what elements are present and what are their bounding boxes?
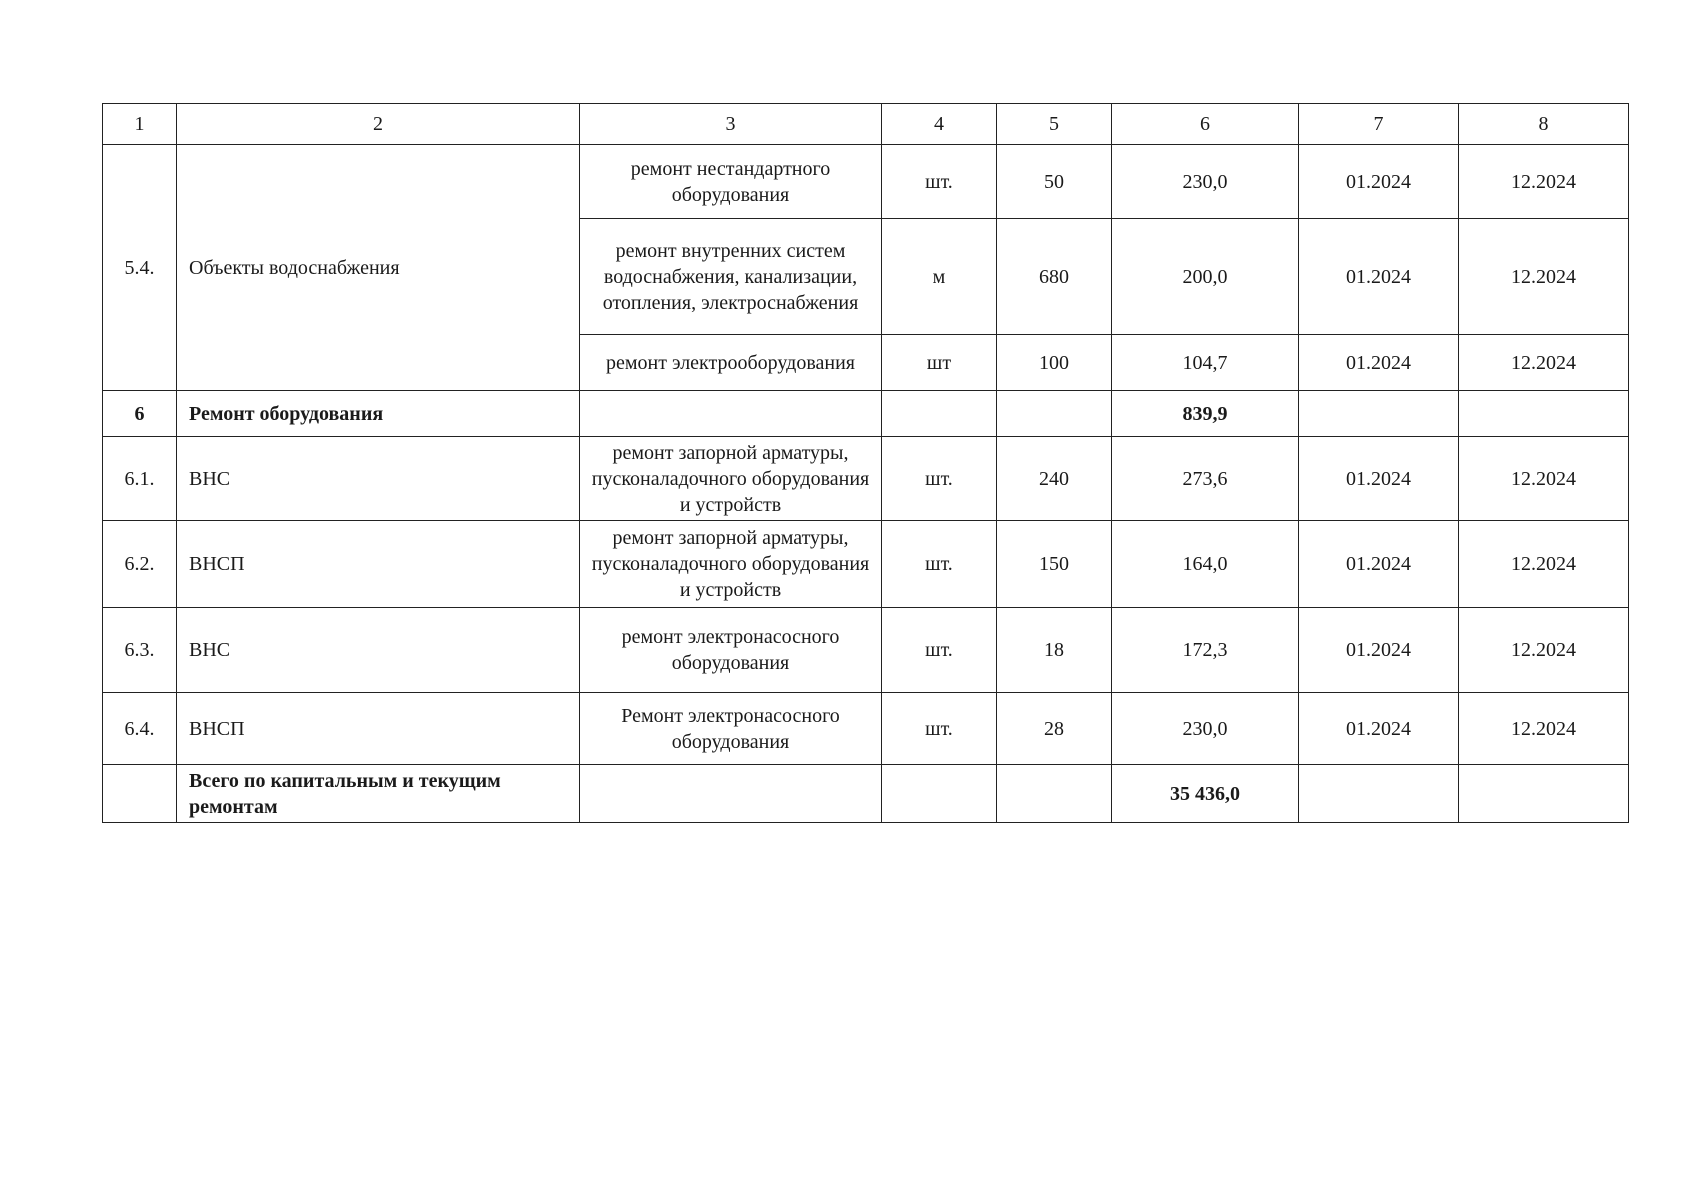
- column-number: 2: [177, 104, 580, 145]
- section-row: [103, 391, 1629, 437]
- unit-cell: шт.: [882, 608, 997, 693]
- start-date-cell: 01.2024: [1299, 437, 1459, 521]
- work-description: ремонт запорной арматуры, пусконаладочного оборудования и устройств: [580, 521, 882, 608]
- unit-cell: шт.: [882, 145, 997, 219]
- end-date-cell: 12.2024: [1459, 693, 1629, 765]
- start-date-cell: 01.2024: [1299, 521, 1459, 608]
- item-name: Объекты водоснабжения: [177, 145, 580, 391]
- end-date-cell: 12.2024: [1459, 608, 1629, 693]
- item-name: ВНС: [177, 608, 580, 693]
- section-cost: 839,9: [1112, 391, 1299, 437]
- table-row: [103, 608, 1629, 693]
- quantity-cell: 150: [997, 521, 1112, 608]
- empty-cell: [882, 391, 997, 437]
- cost-cell: 164,0: [1112, 521, 1299, 608]
- quantity-cell: 100: [997, 335, 1112, 391]
- cost-cell: 230,0: [1112, 145, 1299, 219]
- end-date-cell: 12.2024: [1459, 335, 1629, 391]
- empty-cell: [1459, 765, 1629, 823]
- repair-plan-table: [102, 103, 1629, 823]
- empty-cell: [997, 391, 1112, 437]
- table-row: [103, 521, 1629, 608]
- column-number: 7: [1299, 104, 1459, 145]
- start-date-cell: 01.2024: [1299, 219, 1459, 335]
- cost-cell: 172,3: [1112, 608, 1299, 693]
- cost-cell: 273,6: [1112, 437, 1299, 521]
- cost-cell: 230,0: [1112, 693, 1299, 765]
- column-number: 6: [1112, 104, 1299, 145]
- work-description: ремонт нестандартного оборудования: [580, 145, 882, 219]
- table-row: [103, 437, 1629, 521]
- end-date-cell: 12.2024: [1459, 437, 1629, 521]
- table-row: [103, 145, 1629, 219]
- start-date-cell: 01.2024: [1299, 608, 1459, 693]
- unit-cell: шт.: [882, 437, 997, 521]
- empty-cell: [580, 391, 882, 437]
- section-number: 6: [103, 391, 177, 437]
- end-date-cell: 12.2024: [1459, 521, 1629, 608]
- item-number: 6.3.: [103, 608, 177, 693]
- total-label: Всего по капитальным и текущим ремонтам: [177, 765, 580, 823]
- empty-cell: [103, 765, 177, 823]
- column-number: 8: [1459, 104, 1629, 145]
- work-description: ремонт электронасосного оборудования: [580, 608, 882, 693]
- item-number: 6.4.: [103, 693, 177, 765]
- unit-cell: шт.: [882, 521, 997, 608]
- item-number: 5.4.: [103, 145, 177, 391]
- end-date-cell: 12.2024: [1459, 145, 1629, 219]
- quantity-cell: 18: [997, 608, 1112, 693]
- empty-cell: [1459, 391, 1629, 437]
- work-description: ремонт внутренних систем водоснабжения, канализации, отопления, электроснабжения: [580, 219, 882, 335]
- start-date-cell: 01.2024: [1299, 335, 1459, 391]
- start-date-cell: 01.2024: [1299, 145, 1459, 219]
- column-number: 1: [103, 104, 177, 145]
- total-row: [103, 765, 1629, 823]
- section-title: Ремонт оборудования: [177, 391, 580, 437]
- empty-cell: [997, 765, 1112, 823]
- work-description: Ремонт электронасосного оборудования: [580, 693, 882, 765]
- item-name: ВНСП: [177, 693, 580, 765]
- item-number: 6.1.: [103, 437, 177, 521]
- item-name: ВНС: [177, 437, 580, 521]
- table-row: [103, 693, 1629, 765]
- cost-cell: 104,7: [1112, 335, 1299, 391]
- start-date-cell: 01.2024: [1299, 693, 1459, 765]
- item-name: ВНСП: [177, 521, 580, 608]
- work-description: ремонт электрооборудования: [580, 335, 882, 391]
- unit-cell: шт.: [882, 693, 997, 765]
- empty-cell: [882, 765, 997, 823]
- quantity-cell: 50: [997, 145, 1112, 219]
- item-number: 6.2.: [103, 521, 177, 608]
- empty-cell: [1299, 391, 1459, 437]
- empty-cell: [580, 765, 882, 823]
- column-number: 3: [580, 104, 882, 145]
- cost-cell: 200,0: [1112, 219, 1299, 335]
- column-number: 5: [997, 104, 1112, 145]
- quantity-cell: 28: [997, 693, 1112, 765]
- empty-cell: [1299, 765, 1459, 823]
- total-cost: 35 436,0: [1112, 765, 1299, 823]
- unit-cell: шт: [882, 335, 997, 391]
- work-description: ремонт запорной арматуры, пусконаладочного оборудования и устройств: [580, 437, 882, 521]
- quantity-cell: 680: [997, 219, 1112, 335]
- column-number: 4: [882, 104, 997, 145]
- quantity-cell: 240: [997, 437, 1112, 521]
- end-date-cell: 12.2024: [1459, 219, 1629, 335]
- unit-cell: м: [882, 219, 997, 335]
- column-number-row: [103, 104, 1629, 145]
